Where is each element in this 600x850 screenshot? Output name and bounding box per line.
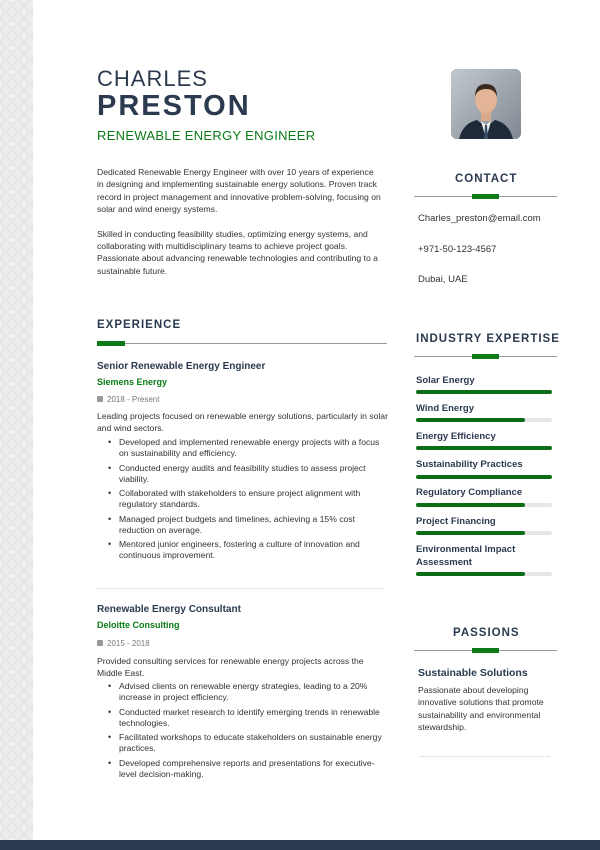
skill-level-fill	[416, 418, 525, 422]
list-item: • Developed comprehensive reports and presentations for executive-level decision-making.	[106, 758, 389, 780]
contact-email[interactable]: Charles_preston@email.com	[418, 213, 541, 224]
skill-level-fill	[416, 475, 552, 479]
contact-heading: CONTACT	[455, 173, 518, 185]
list-item: • Facilitated workshops to educate stakeholders on sustainable energy practices.	[106, 732, 389, 754]
job-dates-text: 2018 - Present	[107, 395, 160, 404]
profile-photo	[451, 69, 521, 139]
skill-name: Regulatory Compliance	[416, 487, 523, 498]
professional-summary	[97, 166, 382, 277]
experience-heading: EXPERIENCE	[97, 319, 182, 331]
calendar-icon	[97, 640, 103, 646]
list-item: • Conducted market research to identify emerging trends in renewable technologies.	[106, 707, 389, 729]
job-dates	[97, 395, 159, 404]
list-item: • Developed and implemented renewable energy projects with a focus on sustainability and efficiency.	[106, 437, 389, 459]
skill-name: Solar Energy	[416, 375, 475, 386]
list-item: • Managed project budgets and timelines, achieving a 15% cost reduction on average.	[106, 514, 389, 536]
job-dates	[97, 639, 150, 648]
passion-separator	[420, 756, 550, 757]
list-item: • Conducted energy audits and feasibility studies to assess project viability.	[106, 463, 389, 485]
skill-level-bar	[416, 475, 552, 479]
skill-name: Environmental Impact Assessment	[416, 544, 516, 568]
job-bullet-list	[106, 681, 389, 783]
expertise-heading: INDUSTRY EXPERTISE	[416, 333, 560, 345]
skill-name: Wind Energy	[416, 403, 474, 414]
passion-description: Passionate about developing innovative solutions that promote sustainability and environmental stewardship.	[418, 685, 544, 733]
company-name: Siemens Energy	[97, 377, 168, 387]
summary-paragraph: Skilled in conducting feasibility studies, optimizing energy systems, and collaborating with multidisciplinary teams to achieve project goals. Passionate about advancing renewable technologies and contributing to a sustainable future.	[97, 228, 378, 276]
skill-name: Project Financing	[416, 516, 496, 527]
job-dates-text: 2015 - 2018	[107, 639, 150, 648]
contact-location: Dubai, UAE	[418, 274, 468, 285]
passion-title: Sustainable Solutions	[418, 667, 528, 679]
first-name: CHARLES	[97, 66, 208, 91]
job-title: Renewable Energy Consultant	[97, 604, 241, 615]
job-title: Senior Renewable Energy Engineer	[97, 361, 266, 372]
job-bullet-list	[106, 437, 389, 565]
experience-divider	[97, 343, 387, 344]
skill-name: Sustainability Practices	[416, 459, 523, 470]
summary-paragraph: Dedicated Renewable Energy Engineer with over 10 years of experience in designing and implementing sustainable energy solutions. Proven track record in project management and innovative problem-solving, focusing on solar and wind energy systems.	[97, 167, 381, 215]
skill-level-bar	[416, 418, 552, 422]
skill-level-bar	[416, 446, 552, 450]
contact-phone[interactable]: +971-50-123-4567	[418, 244, 497, 255]
passions-divider	[414, 650, 557, 651]
footer-bar	[0, 840, 600, 850]
skill-level-fill	[416, 572, 525, 576]
job-description: Leading projects focused on renewable energy solutions, particularly in solar and wind sectors.	[97, 411, 388, 433]
calendar-icon	[97, 396, 103, 402]
skill-level-bar	[416, 531, 552, 535]
skill-level-fill	[416, 503, 525, 507]
job-separator	[97, 588, 383, 589]
contact-divider	[414, 196, 557, 197]
skill-level-fill	[416, 446, 552, 450]
expertise-divider	[414, 356, 557, 357]
list-item: • Mentored junior engineers, fostering a culture of innovation and continuous improvement.	[106, 539, 389, 561]
skill-level-bar	[416, 390, 552, 394]
skill-level-fill	[416, 390, 552, 394]
professional-title: RENEWABLE ENERGY ENGINEER	[97, 128, 316, 143]
list-item: • Collaborated with stakeholders to ensure project alignment with regulatory standards.	[106, 488, 389, 510]
skill-level-fill	[416, 531, 525, 535]
job-description: Provided consulting services for renewable energy projects across the Middle East.	[97, 656, 364, 678]
passions-heading: PASSIONS	[453, 627, 520, 639]
skill-level-bar	[416, 503, 552, 507]
list-item: • Advised clients on renewable energy strategies, leading to a 20% increase in project efficiency.	[106, 681, 389, 703]
last-name: PRESTON	[97, 90, 251, 122]
decorative-pattern-strip	[0, 0, 33, 850]
skill-name: Energy Efficiency	[416, 431, 496, 442]
skill-level-bar	[416, 572, 552, 576]
company-name: Deloitte Consulting	[97, 620, 180, 630]
